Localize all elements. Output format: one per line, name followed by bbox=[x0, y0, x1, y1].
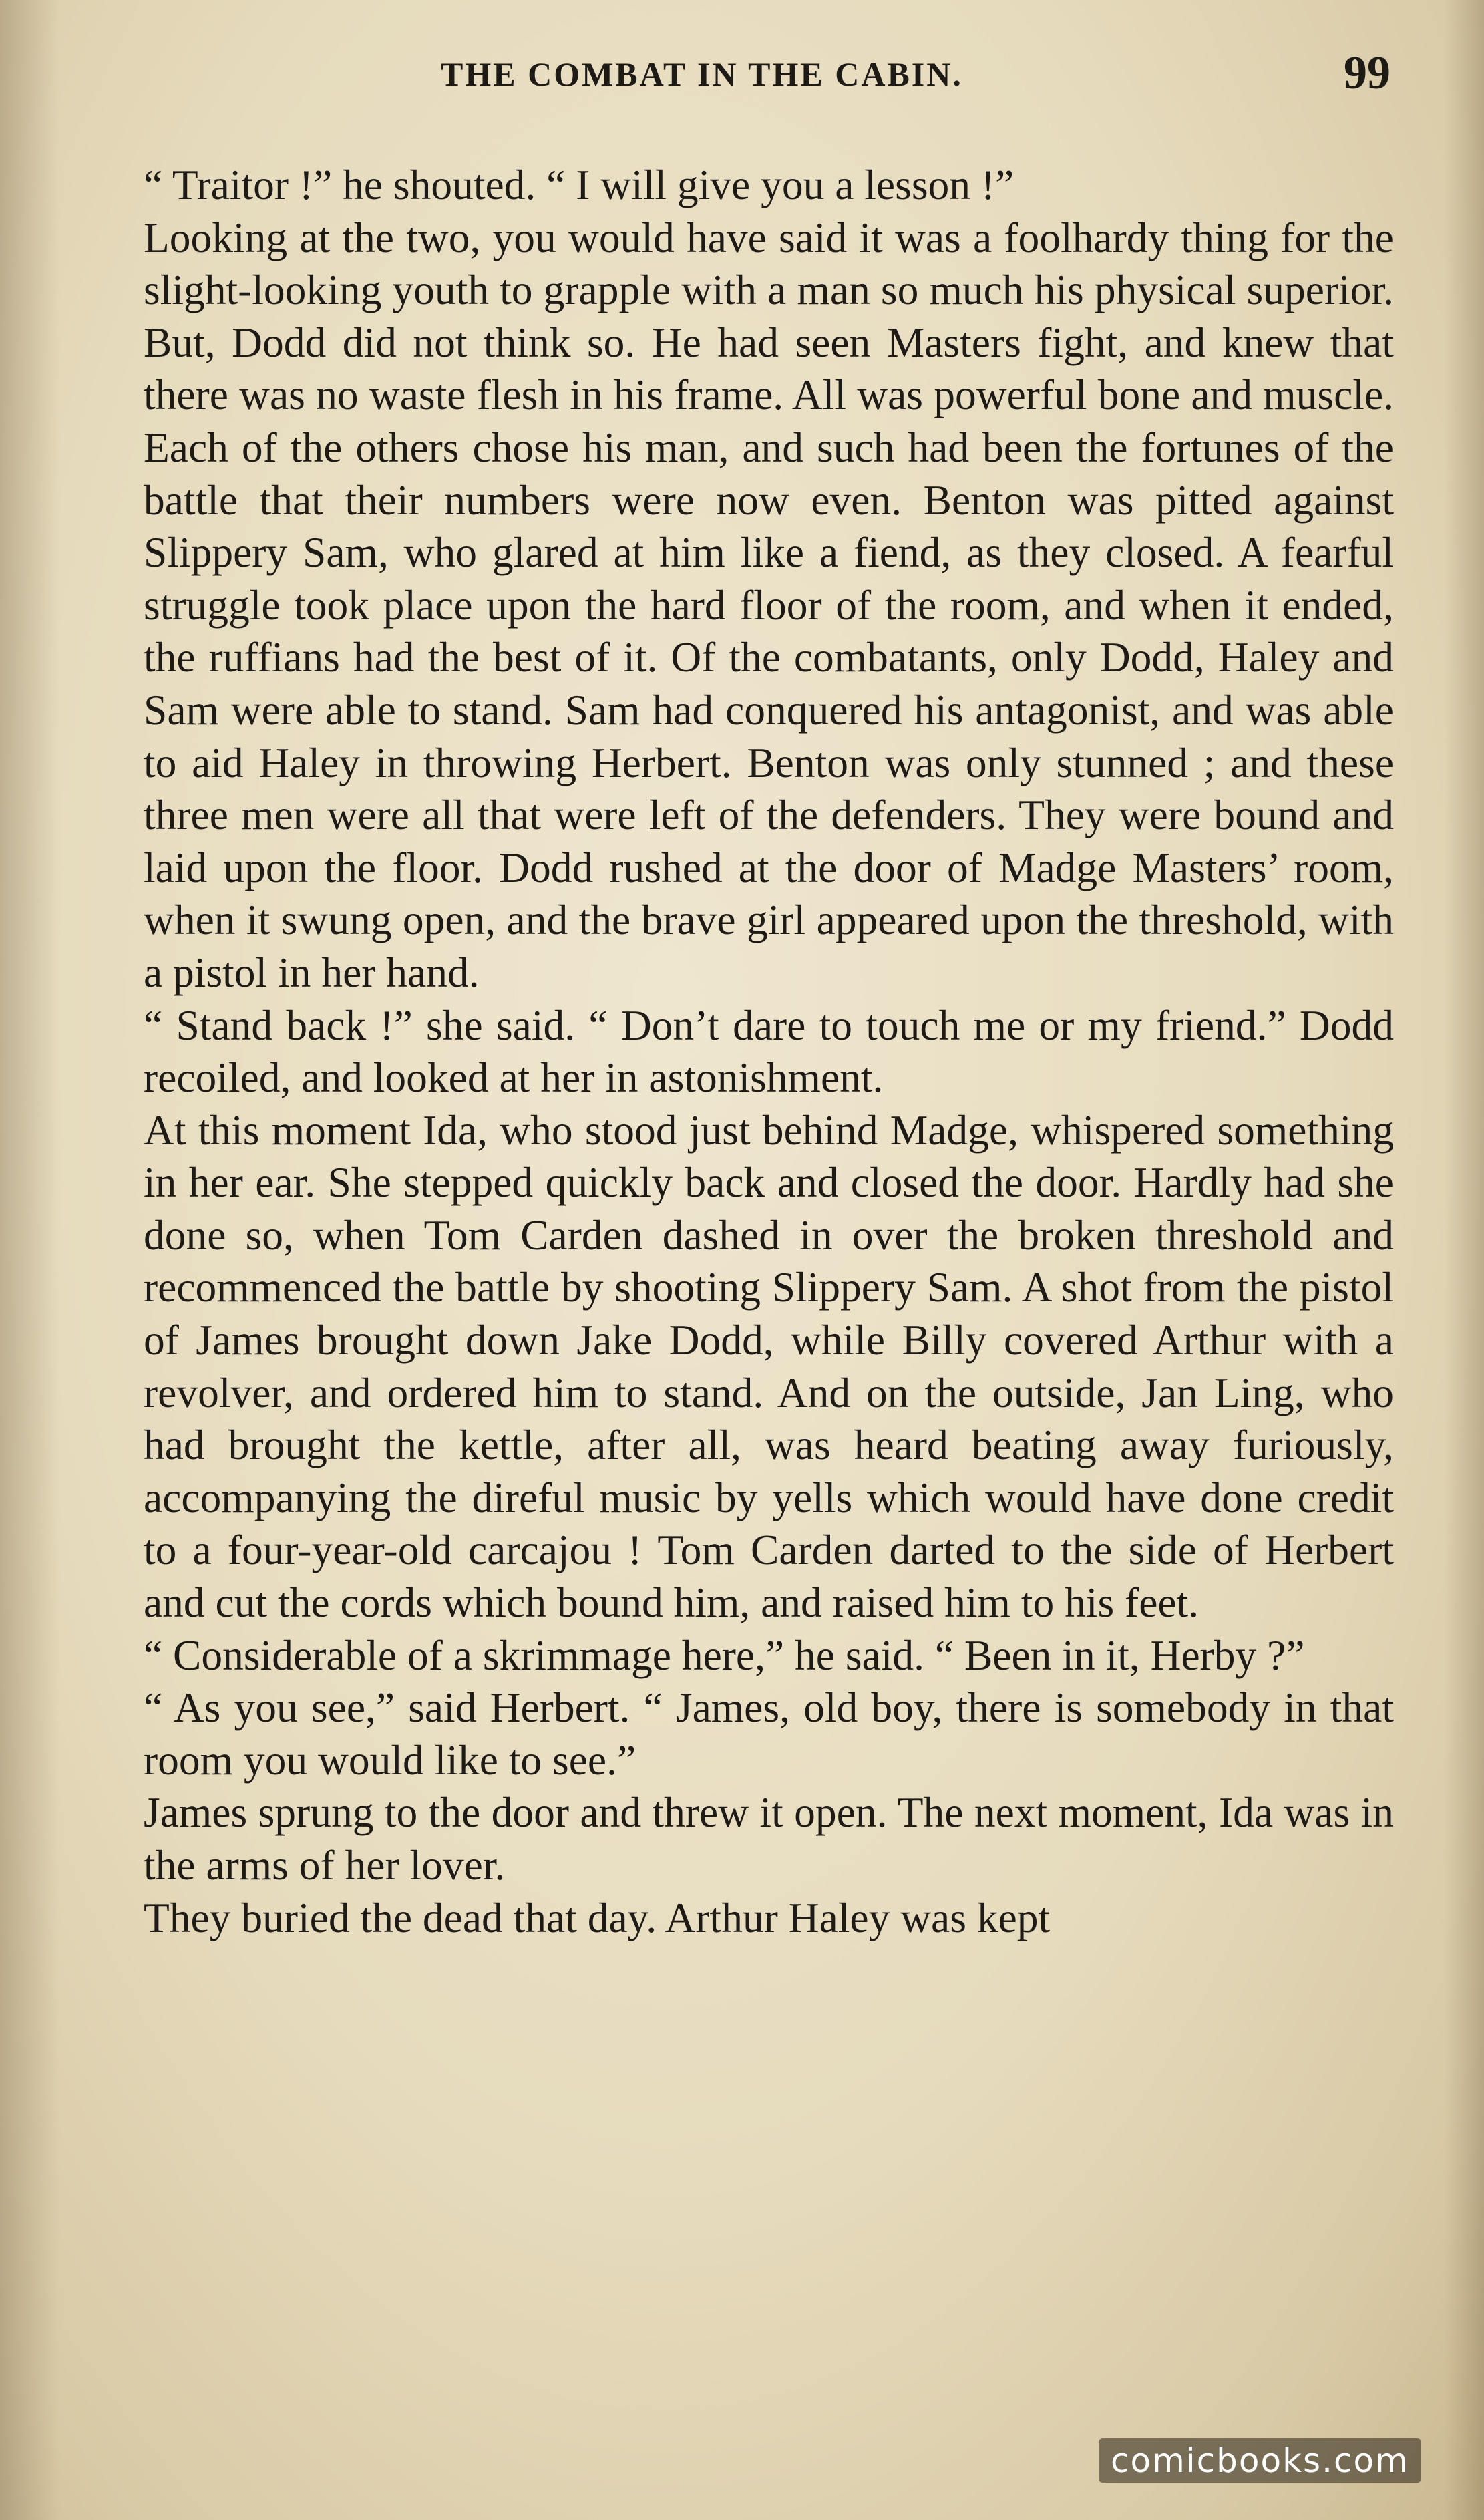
paragraph-7: James sprung to the door and threw it open. The next moment, Ida was in the arms of her lover. bbox=[144, 1788, 1394, 1889]
paragraph-3: “ Stand back !” she said. “ Don’t dare to touch me or my friend.” Dodd recoiled, and looked at her in astonishment. bbox=[144, 1001, 1394, 1102]
paragraph-5: “ Considerable of a skrimmage here,” he said. “ Been in it, Herby ?” bbox=[144, 1631, 1305, 1679]
paragraph-2: Looking at the two, you would have said it was a foolhardy thing for the slight-looking youth to grapple with a man so much his physical superior. But, Dodd did not think so. He had seen Masters fight, and knew that there was no waste flesh in his frame. All was powerful bone and muscle. Each of the others chose his man, and such had been the fortunes of the battle that their numbers were now even. Benton was pitted against Slippery Sam, who glared at him like a fiend, as they closed. A fearful struggle took place upon the hard floor of the room, and when it ended, the ruffians had the best of it. Of the combatants, only Dodd, Haley and Sam were able to stand. Sam had conquered his antagonist, and was able to aid Haley in throwing Herbert. Benton was only stunned ; and these three men were all that were left of the defenders. They were bound and laid upon the floor. Dodd rushed at the door of Madge Masters’ room, when it swung open, and the brave girl appeared upon the threshold, with a pistol in her hand. bbox=[144, 213, 1394, 996]
paragraph-4: At this moment Ida, who stood just behind Madge, whispered something in her ear. She stepped quickly back and closed the door. Hardly had she done so, when Tom Carden dashed in over the broken threshold and recommenced the battle by shooting Slippery Sam. A shot from the pistol of James brought down Jake Dodd, while Billy covered Arthur with a revolver, and ordered him to stand. And on the outside, Jan Ling, who had brought the kettle, after all, was heard beating away furiously, accompanying the direful music by yells which would have done credit to a four-year-old carcajou ! Tom Carden darted to the side of Herbert and cut the cords which bound him, and raised him to his feet. bbox=[144, 1106, 1394, 1627]
paragraph-6: “ As you see,” said Herbert. “ James, old boy, there is somebody in that room you would like to see.” bbox=[144, 1684, 1394, 1784]
running-head: THE COMBAT IN THE CABIN. bbox=[441, 55, 963, 93]
page-number: 99 bbox=[1344, 47, 1390, 99]
paragraph-8: They buried the dead that day. Arthur Haley was kept bbox=[144, 1893, 1051, 1941]
watermark: comicbooks.com bbox=[1099, 2438, 1421, 2483]
body-text bbox=[144, 159, 1394, 1944]
paragraph-1: “ Traitor !” he shouted. “ I will give you a lesson !” bbox=[144, 161, 1014, 208]
